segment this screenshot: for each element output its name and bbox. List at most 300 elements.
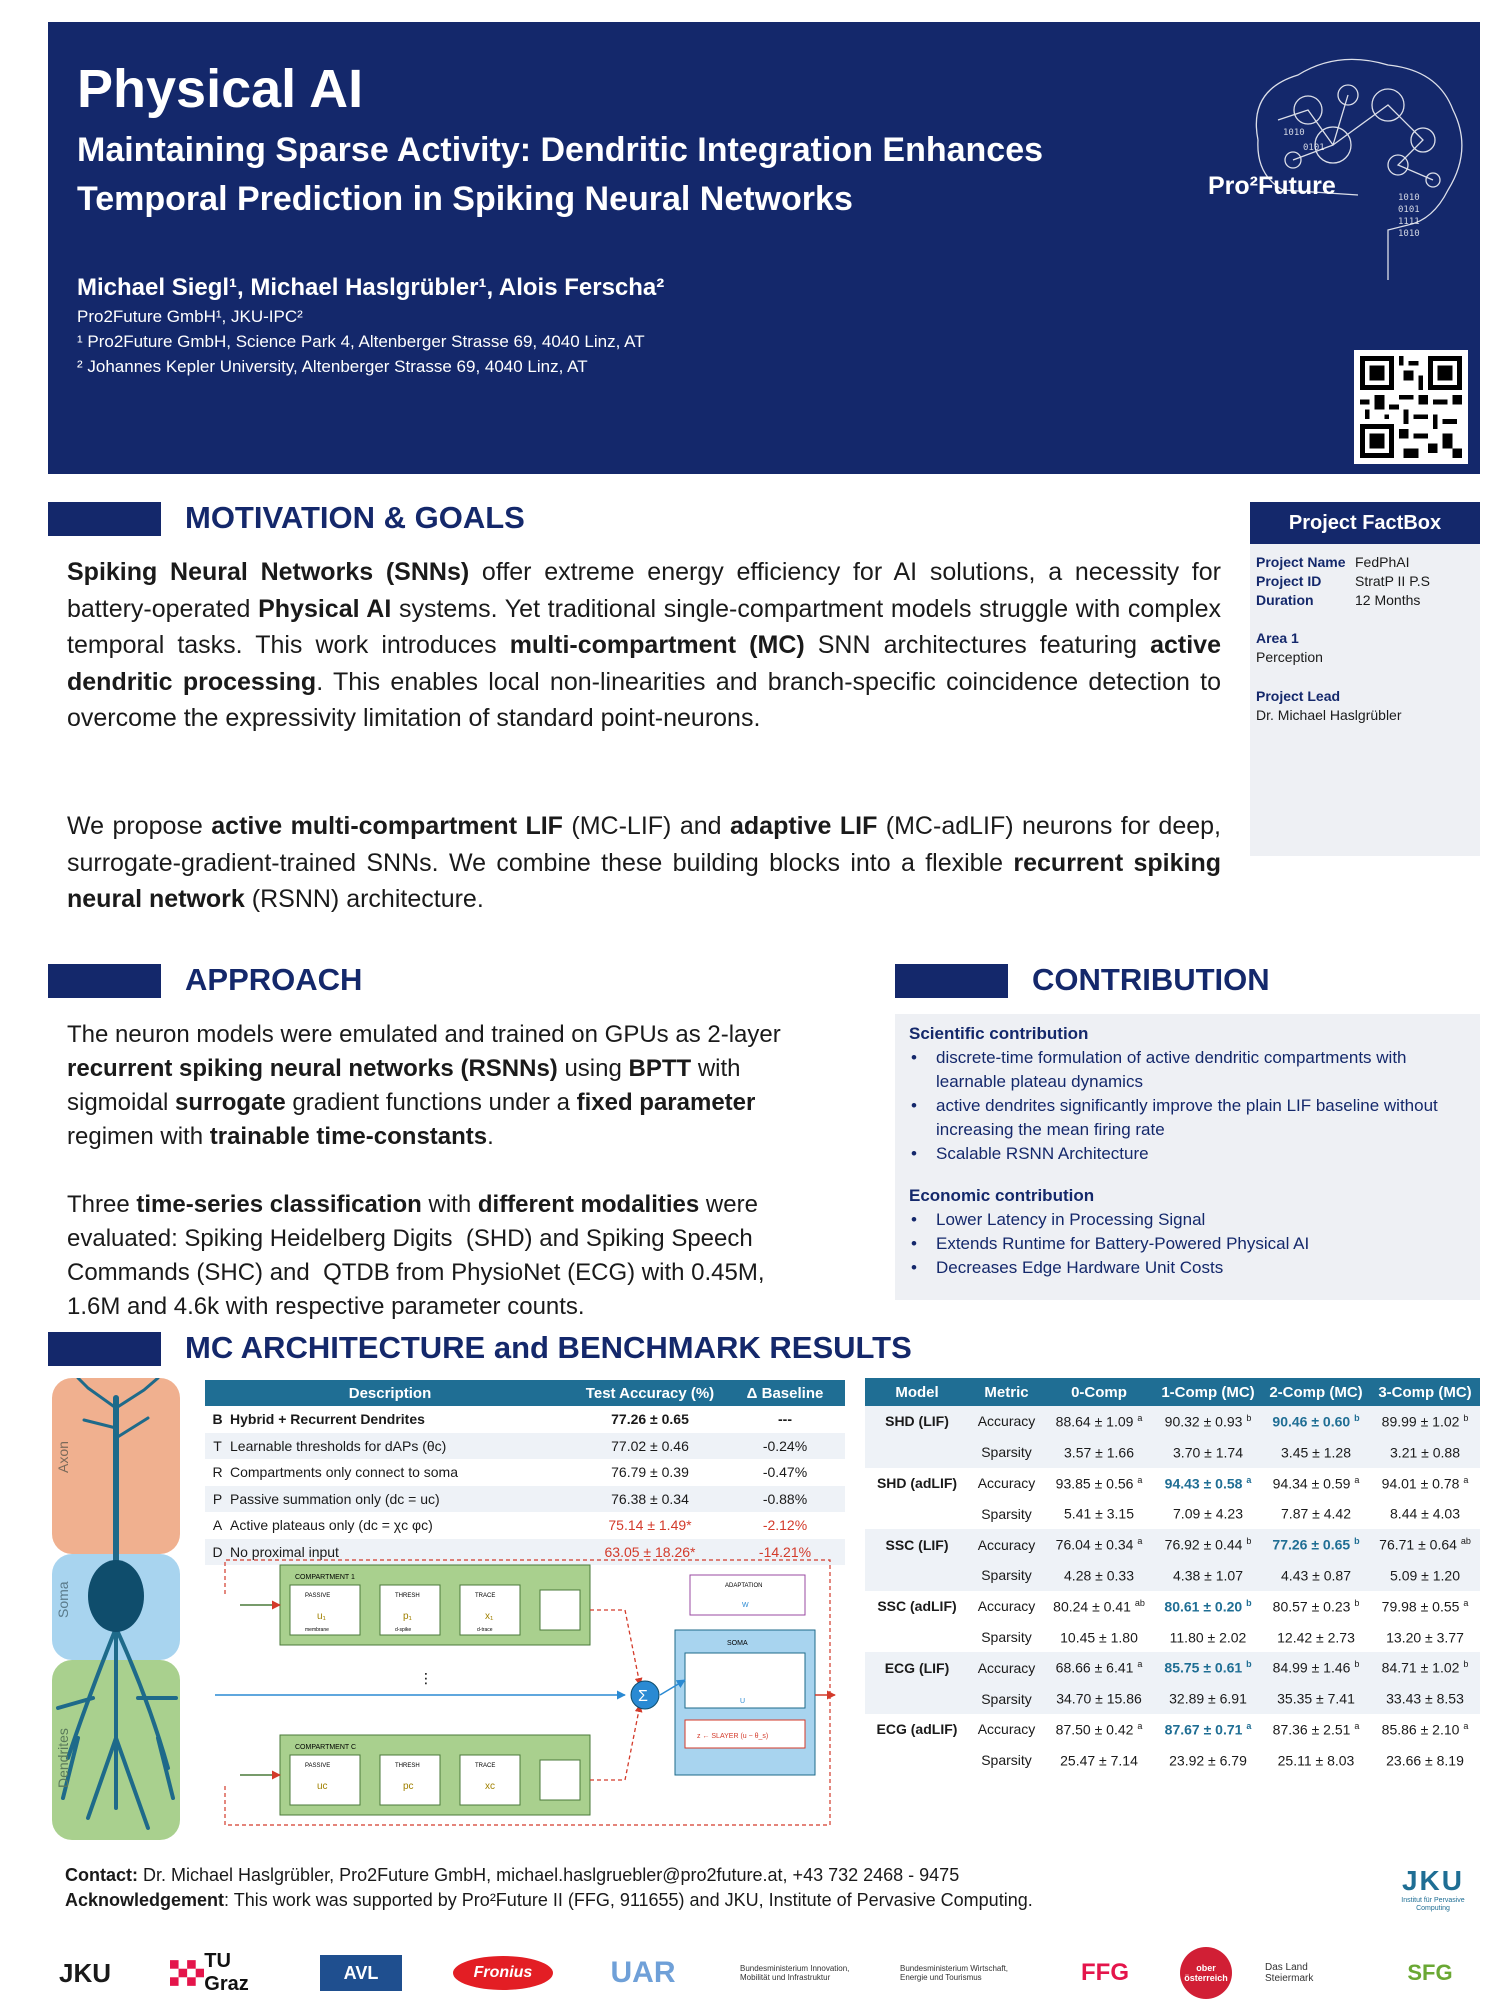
- significance-marker: a: [1463, 1721, 1469, 1732]
- row-description: No proximal input: [230, 1539, 575, 1566]
- value-cell: [1370, 1622, 1480, 1653]
- value-cell-value: 3.21 ± 0.88: [1390, 1444, 1460, 1461]
- axon-label: Axon: [55, 1441, 71, 1473]
- value-cell-value: 12.42 ± 2.73: [1277, 1629, 1355, 1646]
- value-cell: [1262, 1468, 1370, 1499]
- pc-label: pc: [403, 1781, 414, 1792]
- value-cell: [1262, 1498, 1370, 1529]
- value-cell: [1154, 1622, 1262, 1653]
- col-0comp: 0-Comp: [1044, 1378, 1154, 1406]
- model-cell-value: SHD (LIF): [885, 1413, 949, 1430]
- bench-header-row: [865, 1378, 1480, 1406]
- value-cell: [1044, 1498, 1154, 1529]
- table-row: [205, 1486, 845, 1513]
- table-row: [205, 1459, 845, 1486]
- row-key: R: [212, 1464, 223, 1481]
- table-row: [865, 1560, 1480, 1591]
- value-cell: [1044, 1529, 1154, 1560]
- header-banner: [48, 22, 1480, 474]
- row-delta: -0.88%: [725, 1486, 845, 1513]
- table-row: [865, 1683, 1480, 1714]
- significance-marker: a: [1137, 1536, 1143, 1547]
- svg-text:1010: 1010: [1398, 193, 1420, 203]
- metric-cell-value: Accuracy: [977, 1721, 1036, 1738]
- affiliation-main: Pro2Future GmbH¹, JKU-IPC²: [77, 307, 303, 326]
- value-cell-value: 85.86 ± 2.10: [1381, 1721, 1460, 1738]
- model-cell: [865, 1406, 969, 1437]
- benchmark-table: [865, 1378, 1480, 1776]
- value-cell-value: 32.89 ± 6.91: [1169, 1690, 1247, 1707]
- x1-label: x₁: [485, 1611, 494, 1622]
- row-key: D: [205, 1539, 230, 1566]
- metric-cell-value: Accuracy: [977, 1659, 1036, 1676]
- xc-label: xc: [485, 1781, 495, 1792]
- value-cell-value: 94.01 ± 0.78: [1381, 1475, 1460, 1492]
- bmimi-logo: Bundesministerium Innovation, Mobilität und Infrastruktur: [740, 1964, 850, 1982]
- ablation-header-row: [205, 1380, 845, 1406]
- value-cell-value: 87.50 ± 0.42: [1055, 1721, 1134, 1738]
- u1-label: u₁: [317, 1611, 326, 1622]
- value-cell: [1370, 1406, 1480, 1437]
- compartment-1-label: COMPARTMENT 1: [295, 1574, 355, 1581]
- significance-marker: b: [1354, 1659, 1360, 1670]
- factbox-title: Project FactBox: [1250, 502, 1480, 544]
- economic-heading: Economic contribution: [909, 1186, 1095, 1205]
- row-description: Passive summation only (dc = uc): [230, 1486, 575, 1513]
- list-item: • Extends Runtime for Battery-Powered Physical AI: [909, 1232, 1466, 1256]
- svg-text:1010: 1010: [1398, 229, 1420, 239]
- value-cell-value: 85.75 ± 0.61: [1164, 1660, 1243, 1677]
- row-delta: -14.21%: [725, 1539, 845, 1566]
- significance-marker: a: [1137, 1721, 1143, 1732]
- value-cell-value: 3.45 ± 1.28: [1281, 1444, 1351, 1461]
- table-row: [865, 1529, 1480, 1560]
- jku-ipc-logo-sub: Institut für Pervasive Computing: [1401, 1897, 1465, 1912]
- value-cell-value: 35.35 ± 7.41: [1277, 1690, 1355, 1707]
- significance-marker: b: [1354, 1597, 1360, 1608]
- neuron-illustration: [48, 1378, 188, 1840]
- qr-code-icon[interactable]: [1354, 350, 1468, 464]
- soma-label: Soma: [55, 1581, 71, 1618]
- value-cell-value: 80.24 ± 0.41: [1053, 1598, 1131, 1615]
- table-row: [865, 1745, 1480, 1776]
- model-cell: [865, 1652, 969, 1683]
- approach-bar: [48, 964, 161, 998]
- fronius-logo: Fronius: [453, 1956, 553, 1990]
- metric-cell-value: Sparsity: [981, 1752, 1032, 1769]
- value-cell: [1262, 1560, 1370, 1591]
- value-cell: [1044, 1560, 1154, 1591]
- tugraz-logo-text: TU Graz: [204, 1950, 249, 1995]
- value-cell-value: 77.26 ± 0.65: [1272, 1536, 1351, 1553]
- svg-text:0101: 0101: [1398, 205, 1420, 215]
- sponsor-logos: [40, 1945, 1480, 2005]
- metric-cell: [969, 1652, 1044, 1683]
- value-cell-value: 94.34 ± 0.59: [1272, 1475, 1351, 1492]
- ablation-table: [205, 1380, 845, 1565]
- metric-cell-value: Accuracy: [977, 1598, 1036, 1615]
- trace-label: TRACE: [475, 1763, 496, 1769]
- significance-marker: b: [1354, 1413, 1360, 1424]
- row-key: T: [205, 1433, 230, 1460]
- value-cell-value: 84.71 ± 1.02: [1381, 1660, 1460, 1677]
- contact-text[interactable]: Dr. Michael Haslgrübler, Pro2Future GmbH, michael.haslgruebler@pro2future.at, +43 732 2468 - 9475: [138, 1865, 960, 1885]
- membrane-label: membrane: [305, 1627, 329, 1633]
- value-cell: [1262, 1652, 1370, 1683]
- contribution-title: CONTRIBUTION: [1032, 962, 1270, 997]
- value-cell: [1154, 1406, 1262, 1437]
- metric-cell: [969, 1745, 1044, 1776]
- value-cell: [1154, 1468, 1262, 1499]
- value-cell-value: 34.70 ± 15.86: [1056, 1690, 1142, 1707]
- significance-marker: a: [1137, 1413, 1143, 1424]
- row-delta: ---: [778, 1411, 792, 1428]
- approach-title: APPROACH: [185, 962, 363, 997]
- ffg-logo: FFG: [1081, 1959, 1129, 1986]
- tugraz-squares-icon: [170, 1958, 204, 1988]
- metric-cell-value: Sparsity: [981, 1690, 1032, 1707]
- motivation-paragraph-1: Spiking Neural Networks (SNNs) offer extreme energy efficiency for AI solutions, a necessity for battery-operated Physical AI systems. Yet traditional single-compartment models struggle with complex temporal tasks. This work introduces multi-compartment (MC) SNN architectures featuring active dendritic processing. This enables local non-linearities and branch-specific coincidence detection to overcome the expressivity limitation of standard point-neurons.: [67, 558, 1221, 732]
- value-cell: [1262, 1591, 1370, 1622]
- scientific-heading: Scientific contribution: [909, 1024, 1089, 1043]
- value-cell: [1370, 1683, 1480, 1714]
- row-accuracy: 77.02 ± 0.46: [575, 1433, 725, 1460]
- value-cell: [1154, 1714, 1262, 1745]
- table-row: [865, 1714, 1480, 1745]
- table-row: [205, 1433, 845, 1460]
- model-cell-value: SHD (adLIF): [876, 1474, 958, 1491]
- contact-label: Contact:: [65, 1865, 138, 1885]
- row-delta: -2.12%: [762, 1517, 808, 1534]
- value-cell: [1044, 1652, 1154, 1683]
- row-description: Hybrid + Recurrent Dendrites: [230, 1411, 425, 1428]
- sigma-icon: Σ: [638, 1688, 648, 1705]
- model-cell: [865, 1437, 969, 1468]
- metric-cell-value: Sparsity: [981, 1628, 1032, 1645]
- value-cell: [1370, 1591, 1480, 1622]
- significance-marker: a: [1246, 1721, 1252, 1732]
- row-description: Learnable thresholds for dAPs (θc): [230, 1433, 575, 1460]
- table-row: [205, 1406, 845, 1433]
- significance-marker: a: [1246, 1474, 1252, 1485]
- area-value: Perception: [1256, 649, 1323, 665]
- value-cell: [1154, 1498, 1262, 1529]
- scientific-list: [909, 1046, 1466, 1166]
- value-cell-value: 87.67 ± 0.71: [1164, 1721, 1243, 1738]
- value-cell: [1262, 1745, 1370, 1776]
- dtrace-label: d-trace: [477, 1627, 493, 1633]
- significance-marker: b: [1246, 1597, 1252, 1608]
- row-accuracy: 75.14 ± 1.49*: [608, 1517, 692, 1534]
- value-cell: [1044, 1437, 1154, 1468]
- value-cell-value: 88.64 ± 1.09: [1055, 1413, 1134, 1430]
- model-cell: [865, 1622, 969, 1653]
- model-cell: [865, 1714, 969, 1745]
- significance-marker: ab: [1460, 1536, 1471, 1547]
- significance-marker: b: [1246, 1536, 1252, 1547]
- results-title: MC ARCHITECTURE and BENCHMARK RESULTS: [185, 1330, 912, 1365]
- col-accuracy: Test Accuracy (%): [575, 1380, 725, 1406]
- value-cell: [1262, 1622, 1370, 1653]
- economic-list: [909, 1208, 1466, 1280]
- value-cell-value: 90.46 ± 0.60: [1272, 1413, 1351, 1430]
- model-cell: [865, 1683, 969, 1714]
- approach-paragraph-1: The neuron models were emulated and trained on GPUs as 2-layer recurrent spiking neural networks (RSNNs) using BPTT with sigmoidal surrogate gradient functions under a fixed parameter regimen with trainable time-constants.: [67, 1021, 781, 1150]
- oberoesterreich-logo: ober österreich: [1180, 1947, 1232, 1999]
- dendrites-label: Dendrites: [55, 1728, 71, 1788]
- contribution-bar: [895, 964, 1008, 998]
- value-cell-value: 5.09 ± 1.20: [1390, 1567, 1460, 1584]
- value-cell-value: 84.99 ± 1.46: [1272, 1660, 1351, 1677]
- table-row: [865, 1498, 1480, 1529]
- metric-cell: [969, 1498, 1044, 1529]
- value-cell: [1262, 1437, 1370, 1468]
- model-cell-value: SSC (LIF): [885, 1536, 949, 1553]
- row-description: Compartments only connect to soma: [230, 1464, 458, 1481]
- ellipsis-icon: ⋮: [419, 1670, 433, 1686]
- lead-label: Project Lead: [1256, 688, 1341, 704]
- list-item: • Scalable RSNN Architecture: [909, 1142, 1466, 1166]
- area-label: Area 1: [1256, 630, 1299, 646]
- value-cell-value: 11.80 ± 2.02: [1169, 1629, 1247, 1646]
- tugraz-logo: [170, 1945, 270, 2001]
- value-cell: [1154, 1591, 1262, 1622]
- value-cell-value: 3.57 ± 1.66: [1064, 1444, 1134, 1461]
- value-cell-value: 94.43 ± 0.58: [1164, 1475, 1243, 1492]
- affiliation-1: ¹ Pro2Future GmbH, Science Park 4, Altenberger Strasse 69, 4040 Linz, AT: [77, 332, 645, 351]
- value-cell-value: 87.36 ± 2.51: [1272, 1721, 1351, 1738]
- value-cell: [1370, 1468, 1480, 1499]
- value-cell: [1154, 1683, 1262, 1714]
- thresh-label: THRESH: [395, 1763, 420, 1769]
- row-accuracy: 63.05 ± 18.26*: [575, 1539, 725, 1566]
- metric-cell-value: Sparsity: [981, 1444, 1032, 1461]
- adaptation-label: ADAPTATION: [725, 1583, 763, 1589]
- passive-label: PASSIVE: [305, 1763, 331, 1769]
- value-cell-value: 80.61 ± 0.20: [1164, 1598, 1243, 1615]
- list-item: • discrete-time formulation of active dendritic compartments with learnable plateau dynamics: [909, 1046, 1466, 1094]
- table-row: [865, 1652, 1480, 1683]
- col-description: Description: [205, 1380, 575, 1406]
- model-cell-value: ECG (adLIF): [876, 1721, 958, 1738]
- list-item: • Decreases Edge Hardware Unit Costs: [909, 1256, 1466, 1280]
- footer-contact: [65, 1863, 1033, 1913]
- sfg-logo: SFG: [1407, 1960, 1453, 1985]
- jku-ipc-logo: [1388, 1865, 1478, 1913]
- value-cell-value: 4.43 ± 0.87: [1281, 1567, 1351, 1584]
- value-cell-value: 3.70 ± 1.74: [1173, 1444, 1243, 1461]
- value-cell: [1044, 1714, 1154, 1745]
- significance-marker: a: [1463, 1474, 1469, 1485]
- duration-label: Duration: [1256, 592, 1314, 608]
- col-2comp: 2-Comp (MC): [1262, 1378, 1370, 1406]
- list-item: • active dendrites significantly improve the plain LIF baseline without increasing the mean firing rate: [909, 1094, 1466, 1142]
- model-cell-value: SSC (adLIF): [877, 1598, 957, 1615]
- significance-marker: a: [1354, 1721, 1360, 1732]
- value-cell: [1154, 1652, 1262, 1683]
- value-cell-value: 33.43 ± 8.53: [1386, 1690, 1464, 1707]
- metric-cell: [969, 1406, 1044, 1437]
- slayer-label: z ← SLAYER (u − θ_s): [697, 1733, 769, 1740]
- ack-text: : This work was supported by Pro²Future II (FFG, 911655) and JKU, Institute of Pervasive Computing.: [224, 1890, 1033, 1910]
- metric-cell-value: Sparsity: [981, 1505, 1032, 1522]
- value-cell: [1154, 1560, 1262, 1591]
- results-bar: [48, 1332, 161, 1366]
- architecture-diagram: [205, 1555, 845, 1845]
- ack-label: Acknowledgement: [65, 1890, 225, 1910]
- model-cell-value: ECG (LIF): [884, 1659, 950, 1676]
- metric-cell: [969, 1622, 1044, 1653]
- project-factbox: [1250, 502, 1480, 856]
- svg-text:0101: 0101: [1303, 143, 1325, 153]
- lead-value: Dr. Michael Haslgrübler: [1256, 707, 1402, 723]
- row-key: P: [205, 1486, 230, 1513]
- metric-cell-value: Accuracy: [977, 1413, 1036, 1430]
- value-cell-value: 23.92 ± 6.79: [1169, 1752, 1247, 1769]
- significance-marker: b: [1246, 1659, 1252, 1670]
- subtitle-line-1: Maintaining Sparse Activity: Dendritic Integration Enhances: [77, 131, 1044, 169]
- passive-label: PASSIVE: [305, 1593, 331, 1599]
- significance-marker: b: [1463, 1659, 1469, 1670]
- col-1comp: 1-Comp (MC): [1154, 1378, 1262, 1406]
- significance-marker: b: [1354, 1536, 1360, 1547]
- metric-cell: [969, 1468, 1044, 1499]
- project-id-value: StratP II P.S: [1355, 573, 1430, 589]
- significance-marker: b: [1463, 1413, 1469, 1424]
- row-accuracy: 76.38 ± 0.34: [575, 1486, 725, 1513]
- significance-marker: b: [1246, 1413, 1252, 1424]
- metric-cell-value: Accuracy: [977, 1474, 1036, 1491]
- affiliation-2: ² Johannes Kepler University, Altenberger Strasse 69, 4040 Linz, AT: [77, 357, 588, 376]
- col-model: Model: [865, 1378, 969, 1406]
- col-delta: Δ Baseline: [725, 1380, 845, 1406]
- model-cell: [865, 1498, 969, 1529]
- value-cell-value: 89.99 ± 1.02: [1381, 1413, 1460, 1430]
- adaptation-box: [690, 1575, 805, 1615]
- col-metric: Metric: [969, 1378, 1044, 1406]
- metric-cell: [969, 1683, 1044, 1714]
- value-cell: [1262, 1529, 1370, 1560]
- value-cell: [1370, 1745, 1480, 1776]
- row-key: B: [212, 1411, 223, 1428]
- value-cell-value: 76.04 ± 0.34: [1055, 1536, 1134, 1553]
- trace-label: TRACE: [475, 1593, 496, 1599]
- value-cell: [1044, 1591, 1154, 1622]
- model-cell: [865, 1591, 969, 1622]
- value-cell-value: 25.11 ± 8.03: [1277, 1752, 1355, 1769]
- w-label: W: [742, 1602, 749, 1609]
- value-cell-value: 13.20 ± 3.77: [1386, 1629, 1464, 1646]
- jku-logo: JKU: [58, 1957, 111, 1988]
- row-delta: -0.47%: [762, 1464, 808, 1481]
- metric-cell: [969, 1437, 1044, 1468]
- metric-cell-value: Accuracy: [977, 1536, 1036, 1553]
- u-label: U: [740, 1698, 746, 1705]
- metric-cell: [969, 1591, 1044, 1622]
- table-row: [865, 1437, 1480, 1468]
- model-cell: [865, 1560, 969, 1591]
- value-cell: [1370, 1437, 1480, 1468]
- value-cell-value: 7.09 ± 4.23: [1173, 1506, 1243, 1523]
- value-cell: [1044, 1683, 1154, 1714]
- value-cell: [1370, 1714, 1480, 1745]
- dspike-label: d-spike: [395, 1627, 412, 1633]
- value-cell: [1154, 1529, 1262, 1560]
- poster-subtitle: [77, 126, 1077, 224]
- table-row: [205, 1512, 845, 1539]
- soma-box-label: SOMA: [727, 1640, 748, 1647]
- value-cell: [1154, 1745, 1262, 1776]
- svg-text:1010: 1010: [1283, 128, 1305, 138]
- value-cell-value: 76.71 ± 0.64: [1379, 1536, 1457, 1553]
- compartment-c-label: COMPARTMENT C: [295, 1744, 357, 1751]
- soma-body-icon: [88, 1560, 144, 1632]
- uc-label: uc: [317, 1781, 328, 1792]
- significance-marker: a: [1137, 1659, 1143, 1670]
- significance-marker: a: [1137, 1474, 1143, 1485]
- metric-cell: [969, 1529, 1044, 1560]
- pro2future-logo: Pro²Future: [1208, 172, 1336, 200]
- value-cell-value: 23.66 ± 8.19: [1386, 1752, 1464, 1769]
- value-cell: [1044, 1745, 1154, 1776]
- model-cell: [865, 1468, 969, 1499]
- value-cell-value: 8.44 ± 4.03: [1390, 1506, 1460, 1523]
- project-id-label: Project ID: [1256, 573, 1322, 589]
- value-cell: [1262, 1406, 1370, 1437]
- model-cell: [865, 1529, 969, 1560]
- value-cell-value: 10.45 ± 1.80: [1060, 1629, 1138, 1646]
- table-row: [865, 1468, 1480, 1499]
- value-cell-value: 68.66 ± 6.41: [1055, 1660, 1134, 1677]
- motivation-title: MOTIVATION & GOALS: [185, 500, 525, 535]
- value-cell: [1154, 1437, 1262, 1468]
- value-cell: [1370, 1498, 1480, 1529]
- model-cell: [865, 1745, 969, 1776]
- value-cell-value: 25.47 ± 7.14: [1060, 1752, 1138, 1769]
- svg-text:1111: 1111: [1398, 217, 1420, 227]
- brain-circuit-icon: [1238, 50, 1468, 290]
- value-cell-value: 80.57 ± 0.23: [1272, 1598, 1351, 1615]
- significance-marker: a: [1463, 1597, 1469, 1608]
- row-description: Active plateaus only (dc = χc φc): [230, 1517, 433, 1534]
- value-cell: [1262, 1683, 1370, 1714]
- value-cell-value: 93.85 ± 0.56: [1055, 1475, 1134, 1492]
- table-row: [865, 1622, 1480, 1653]
- significance-marker: a: [1354, 1474, 1360, 1485]
- value-cell: [1044, 1468, 1154, 1499]
- value-cell-value: 7.87 ± 4.42: [1281, 1506, 1351, 1523]
- subtitle-line-2: Temporal Prediction in Spiking Neural Networks: [77, 180, 853, 218]
- value-cell: [1370, 1652, 1480, 1683]
- list-item: • Lower Latency in Processing Signal: [909, 1208, 1466, 1232]
- value-cell-value: 76.92 ± 0.44: [1164, 1536, 1243, 1553]
- significance-marker: ab: [1134, 1597, 1145, 1608]
- duration-value: 12 Months: [1355, 592, 1421, 608]
- metric-cell: [969, 1714, 1044, 1745]
- value-cell-value: 5.41 ± 3.15: [1064, 1506, 1134, 1523]
- p1-label: p₁: [403, 1611, 412, 1622]
- row-accuracy: 76.79 ± 0.39: [611, 1464, 689, 1481]
- motivation-bar: [48, 502, 161, 536]
- jku-ipc-logo-text: JKU: [1401, 1865, 1464, 1896]
- motivation-paragraph-2: We propose active multi-compartment LIF (MC-LIF) and adaptive LIF (MC-adLIF) neurons for deep, surrogate-gradient-trained SNNs. We combine these building blocks into a flexible recurrent spiking neural network (RSNN) architecture.: [67, 812, 1222, 913]
- value-cell: [1262, 1714, 1370, 1745]
- value-cell-value: 90.32 ± 0.93: [1164, 1413, 1243, 1430]
- metric-cell: [969, 1560, 1044, 1591]
- steiermark-logo: Das Land Steiermark: [1265, 1962, 1314, 1984]
- value-cell: [1370, 1560, 1480, 1591]
- table-row: [865, 1591, 1480, 1622]
